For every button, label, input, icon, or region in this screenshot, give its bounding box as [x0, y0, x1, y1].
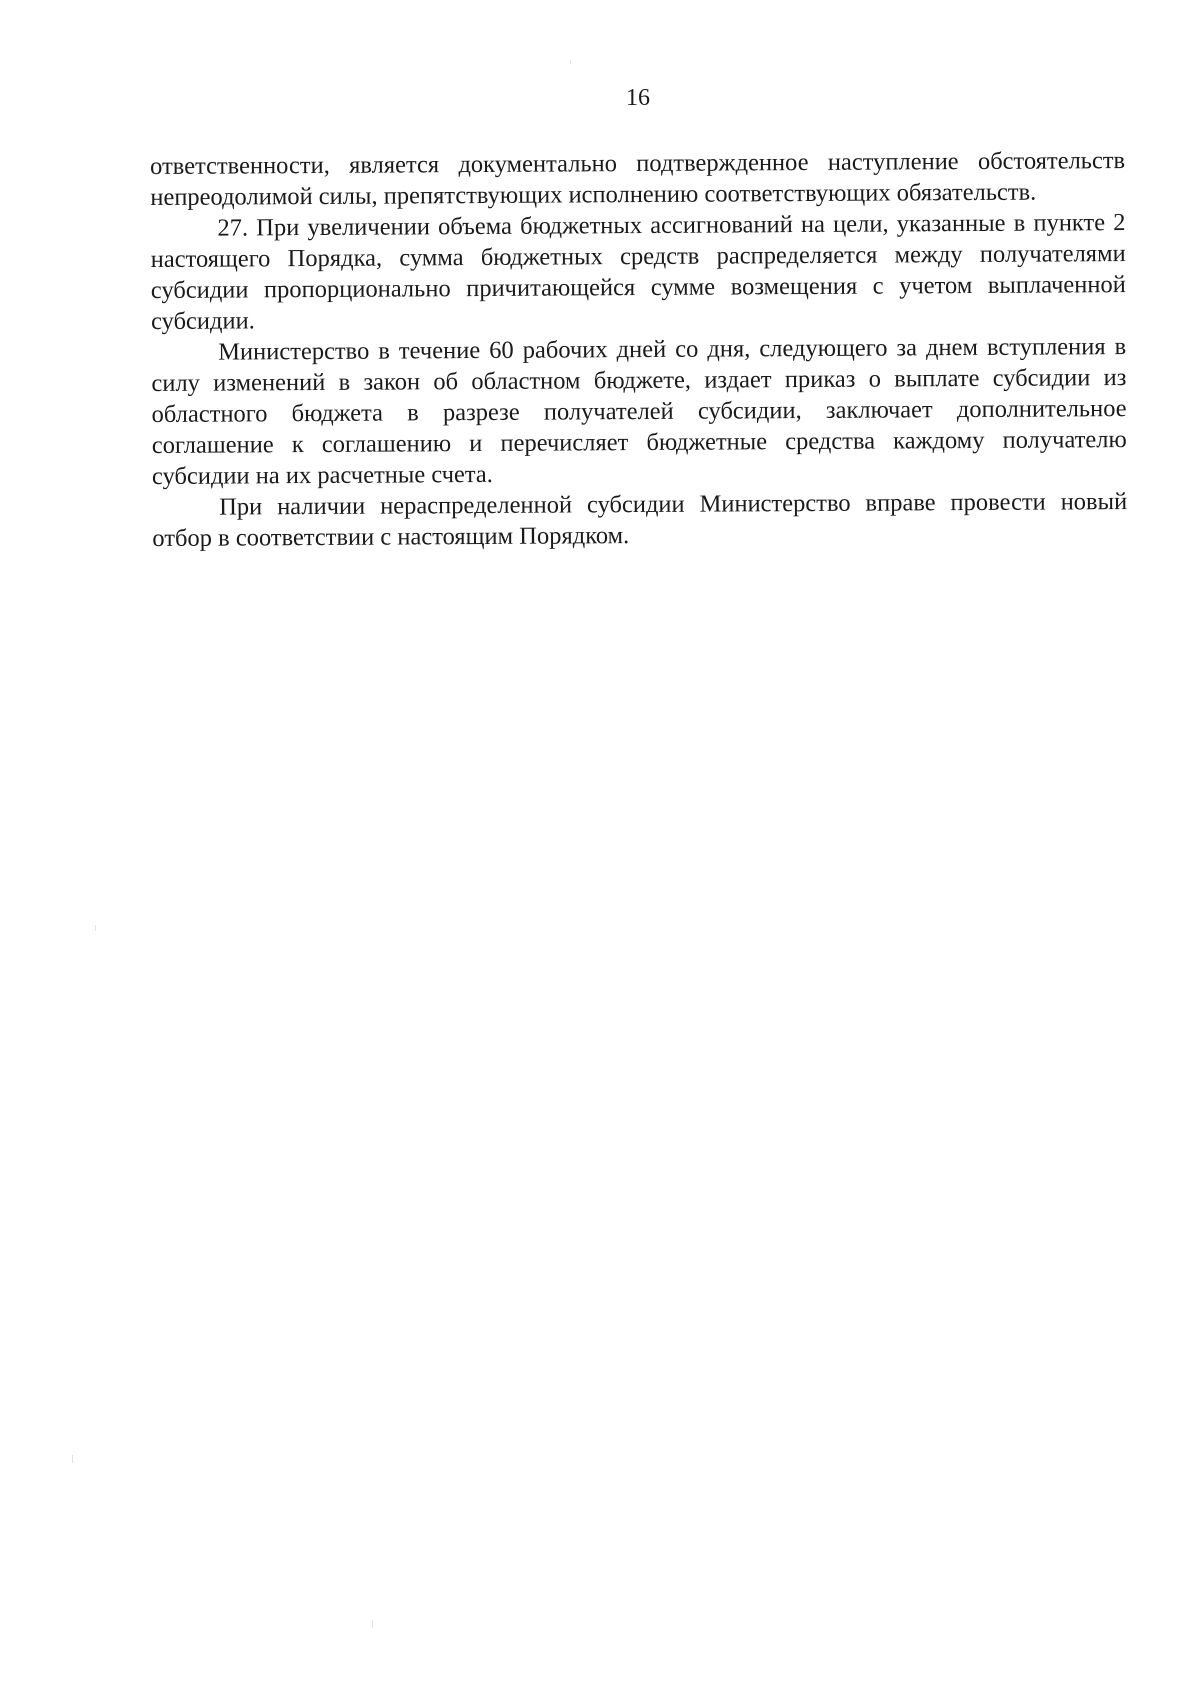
scan-artifact — [570, 60, 571, 64]
scan-artifact — [72, 1455, 73, 1463]
paragraph-new-selection: При наличии нераспределенной субсидии Министерство вправе провести новый отбор в соответствии с настоящим Порядком. — [152, 488, 1128, 552]
page-number: 16 — [626, 85, 650, 111]
paragraph-item-27: 27. При увеличении объема бюджетных ассигнований на цели, указанные в пункте 2 настоящего Порядка, сумма бюджетных средств распределяется между получателями субсидии пропорционально причитающейся сумме возмещения с учетом выплаченной субсидии. — [150, 209, 1126, 335]
document-body — [150, 145, 1127, 554]
scan-artifact — [95, 925, 96, 931]
paragraph-ministry-procedure: Министерство в течение 60 рабочих дней со дня, следующего за днем вступления в силу изменений в закон об областном бюджете, издает приказ о выплате субсидии из областного бюджета в разрезе получателей субсидии, заключает дополнительное соглашение к соглашению и перечисляет бюджетные средства каждому получателю субсидии на их расчетные счета. — [151, 333, 1127, 490]
paragraph-continuation: ответственности, является документально подтвержденное наступление обстоятельств непреодолимой силы, препятствующих исполнению соответствующих обязательств. — [150, 147, 1126, 211]
scan-artifact — [372, 1620, 373, 1628]
